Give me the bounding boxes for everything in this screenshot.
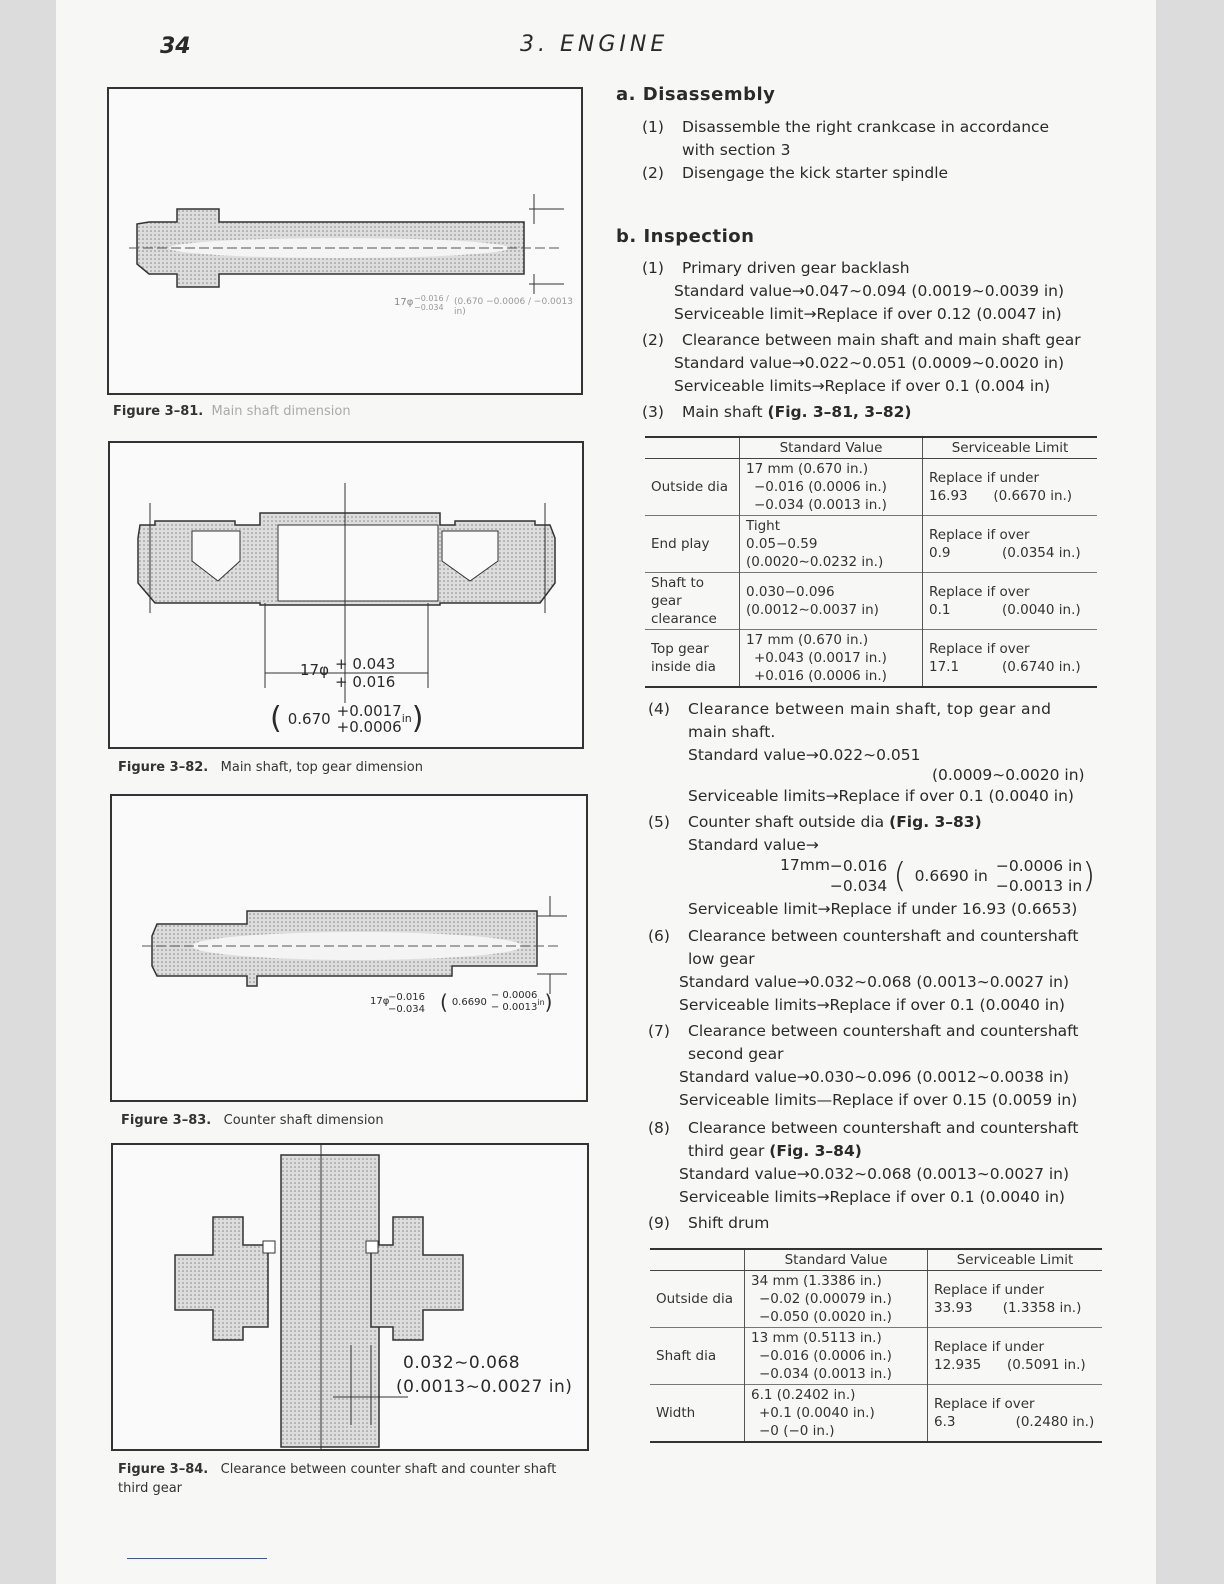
fig83-label: Figure 3–83. xyxy=(121,1113,212,1128)
t1-h-lim: Serviceable Limit xyxy=(923,437,1098,459)
b-item-5-std: Standard value→ xyxy=(688,836,819,854)
b-item-7-srv: Serviceable limits—Replace if over 0.15 (0.0059 in) xyxy=(679,1091,1078,1109)
f83-tol xyxy=(388,992,425,1016)
f84-dim-b: (0.0013∼0.0027 in) xyxy=(396,1377,573,1397)
page-number: 34 xyxy=(160,34,191,59)
counter-shaft-drawing xyxy=(112,796,586,1100)
b-item-4-srv: Serviceable limits→Replace if over 0.1 (0.0040 in) xyxy=(688,787,1074,805)
f82-tol-b: + 0.016 xyxy=(335,673,396,691)
b-item-6-srv: Serviceable limits→Replace if over 0.1 (0.0040 in) xyxy=(679,996,1065,1014)
a-item-2-text: Disengage the kick starter spindle xyxy=(682,164,949,182)
main-shaft-drawing xyxy=(109,89,581,393)
f83-tol-b: −0.034 xyxy=(388,1004,426,1015)
b-item-5-formula: 17mm −0.016 −0.034 ( 0.6690 in −0.0006 in −0.0013 in ) xyxy=(780,856,1096,896)
figure-3-82 xyxy=(108,441,584,749)
f83-in-unit: in xyxy=(537,997,545,1007)
b-item-2-srv: Serviceable limits→Replace if over 0.1 (0.004 in) xyxy=(674,377,1051,395)
b-item-2-std: Standard value→0.022∼0.051 (0.0009∼0.0020 in) xyxy=(674,354,1065,372)
b-item-8-srv: Serviceable limits→Replace if over 0.1 (0.0040 in) xyxy=(679,1188,1065,1206)
f83-dim-main: 17φ xyxy=(370,996,390,1007)
a-item-1-cont: with section 3 xyxy=(682,141,791,159)
f83-tol-a: −0.016 xyxy=(388,992,426,1003)
chapter-title: 3. ENGINE xyxy=(520,32,669,57)
b-item-5-srv: Serviceable limit→Replace if under 16.93 (0.6653) xyxy=(688,900,1078,918)
fig82-label: Figure 3–82. xyxy=(118,760,209,775)
f82-tol xyxy=(335,655,395,691)
b-item-5: (5) Counter shaft outside dia (Fig. 3–83) xyxy=(648,813,982,831)
b-item-6-std: Standard value→0.032∼0.068 (0.0013∼0.0027 in) xyxy=(679,973,1070,991)
f83-in-base: 0.6690 xyxy=(451,996,487,1008)
a-item-2: (2) Disengage the kick starter spindle xyxy=(642,164,949,182)
f81-dim-in: (0.670 −0.0006 / −0.0013 in) xyxy=(454,297,573,317)
b-item-6-cont: low gear xyxy=(688,950,755,968)
fig84-caption: Clearance between counter shaft and counter shaft third gear xyxy=(118,1462,557,1496)
f82-tol-a: + 0.043 xyxy=(335,655,396,673)
figure-3-81 xyxy=(107,87,583,395)
f82-inch: ( 0.670 +0.0017 +0.0006 in ) xyxy=(270,701,424,736)
f83-in-a: − 0.0006 xyxy=(490,990,538,1001)
fig82-caption: Main shaft, top gear dimension xyxy=(220,760,423,775)
b-item-7-std: Standard value→0.030∼0.096 (0.0012∼0.0038 in) xyxy=(679,1068,1070,1086)
b-item-9: (9) Shift drum xyxy=(648,1214,770,1232)
b-item-1-srv: Serviceable limit→Replace if over 0.12 (0.0047 in) xyxy=(674,305,1062,323)
b-item-4-std2: (0.0009∼0.0020 in) xyxy=(932,766,1085,784)
b-item-1: (1) Primary driven gear backlash xyxy=(642,259,910,277)
main-shaft-spec-table xyxy=(645,436,1097,688)
b-item-4: (4) Clearance between main shaft, top gear and xyxy=(648,700,1052,718)
a-item-1-text: Disassemble the right crankcase in accordance xyxy=(682,118,1050,136)
f82-in-unit: in xyxy=(401,712,412,725)
figure-3-84 xyxy=(111,1143,589,1451)
f83-inch: ( 0.6690 − 0.0006 − 0.0013 in ) xyxy=(440,990,553,1014)
fig81-label: Figure 3–81. xyxy=(113,404,204,419)
section-b-title: b. Inspection xyxy=(616,226,755,247)
f82-in-a: +0.0017 xyxy=(336,701,402,720)
f83-in-b: − 0.0013 xyxy=(490,1002,538,1013)
b-item-8-std: Standard value→0.032∼0.068 (0.0013∼0.0027 in) xyxy=(679,1165,1070,1183)
table-row: Shaft to gear clearance 0.030−0.096 (0.0012∼0.0037 in) Replace if over 0.1 (0.0040 in.) xyxy=(645,573,1097,630)
b-item-4-cont: main shaft. xyxy=(688,723,776,741)
shift-drum-spec-table xyxy=(650,1248,1102,1443)
fig83-caption: Counter shaft dimension xyxy=(223,1113,384,1128)
f82-in-b: +0.0006 xyxy=(336,717,402,736)
b-item-2: (2) Clearance between main shaft and main shaft gear xyxy=(642,331,1081,349)
f82-dim-main: 17φ xyxy=(300,661,329,679)
f84-dim-a: 0.032∼0.068 xyxy=(403,1353,521,1373)
b-item-8: (8) Clearance between countershaft and countershaft xyxy=(648,1119,1079,1137)
t2-h-lim: Serviceable Limit xyxy=(928,1249,1103,1271)
b-item-7: (7) Clearance between countershaft and countershaft xyxy=(648,1022,1079,1040)
fig84-label: Figure 3–84. xyxy=(118,1462,209,1477)
fig81-caption: Main shaft dimension xyxy=(211,404,351,419)
table-row: Outside dia 34 mm (1.3386 in.) −0.02 (0.00079 in.) −0.050 (0.0020 in.) Replace if under 33.93 (1.3358 in.) xyxy=(650,1271,1102,1328)
table-row: End play Tight 0.05−0.59 (0.0020∼0.0232 in.) Replace if over 0.9 (0.0354 in.) xyxy=(645,516,1097,573)
figure-3-83 xyxy=(110,794,588,1102)
b-item-8-cont: third gear (Fig. 3–84) xyxy=(688,1142,862,1160)
table-row: Top gear inside dia 17 mm (0.670 in.) +0.043 (0.0017 in.) +0.016 (0.0006 in.) Replace if over 17.1 (0.6740 in.) xyxy=(645,630,1097,688)
table-row: Width 6.1 (0.2402 in.) +0.1 (0.0040 in.) −0 (−0 in.) Replace if over 6.3 (0.2480 in.) xyxy=(650,1385,1102,1443)
t1-h-std: Standard Value xyxy=(740,437,923,459)
section-a-title: a. Disassembly xyxy=(616,84,776,105)
a-item-1: (1) Disassemble the right crankcase in accordance xyxy=(642,118,1050,136)
third-gear-drawing xyxy=(113,1145,587,1449)
f81-dim-main: 17φ xyxy=(394,297,414,308)
b-item-3: (3) Main shaft (Fig. 3–81, 3–82) xyxy=(642,403,912,421)
b-item-6: (6) Clearance between countershaft and countershaft xyxy=(648,927,1079,945)
table-row: Shaft dia 13 mm (0.5113 in.) −0.016 (0.0006 in.) −0.034 (0.0013 in.) Replace if under 12.935 (0.5091 in.) xyxy=(650,1328,1102,1385)
table-row: Outside dia 17 mm (0.670 in.) −0.016 (0.0006 in.) −0.034 (0.0013 in.) Replace if under 16.93 (0.6670 in.) xyxy=(645,459,1097,516)
page-link-line xyxy=(127,1558,267,1559)
b-item-1-std: Standard value→0.047∼0.094 (0.0019∼0.0039 in) xyxy=(674,282,1065,300)
b-item-7-cont: second gear xyxy=(688,1045,784,1063)
f82-in-base: 0.670 xyxy=(287,709,331,728)
f81-dim-tol: −0.016 / −0.034 xyxy=(414,294,449,312)
b-item-4-std: Standard value→0.022∼0.051 xyxy=(688,746,921,764)
t2-h-std: Standard Value xyxy=(745,1249,928,1271)
